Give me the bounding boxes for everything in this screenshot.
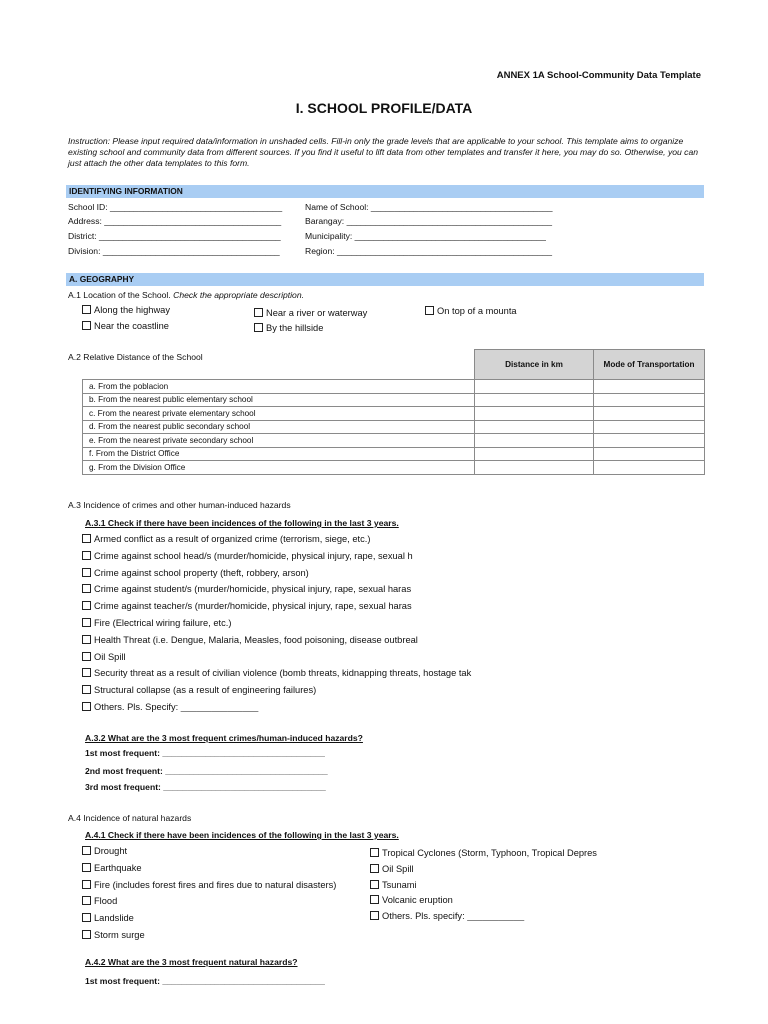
- checkbox[interactable]: [82, 702, 91, 711]
- checkbox[interactable]: [370, 911, 379, 920]
- checklist-item[interactable]: [82, 896, 372, 906]
- distance-cell[interactable]: [475, 407, 594, 421]
- checkbox[interactable]: [82, 668, 91, 677]
- checklist-item[interactable]: [370, 848, 618, 858]
- checkbox[interactable]: [82, 601, 91, 610]
- table-row: c. From the nearest private elementary school: [83, 407, 705, 421]
- a2-label: A.2 Relative Distance of the School: [68, 352, 203, 362]
- checklist-item-label: Crime against school head/s (murder/homicide, physical injury, rape, sexual h: [94, 550, 413, 561]
- mode-cell[interactable]: [594, 434, 705, 448]
- checklist-item-label: Crime against student/s (murder/homicide, physical injury, rape, sexual haras: [94, 584, 412, 595]
- checkbox[interactable]: [82, 685, 91, 694]
- mode-column-header: Mode of Transportation: [594, 350, 705, 380]
- checklist-item[interactable]: [82, 635, 506, 645]
- checkbox[interactable]: [370, 895, 379, 904]
- checkbox[interactable]: [425, 306, 434, 315]
- a31-label: A.3.1 Check if there have been incidences of the following in the last 3 years.: [85, 518, 399, 528]
- distance-cell[interactable]: [475, 380, 594, 394]
- annex-label: ANNEX 1A School-Community Data Template: [496, 70, 701, 81]
- location-option-river[interactable]: Near a river or waterway: [254, 308, 367, 318]
- checklist-item-label: Tropical Cyclones (Storm, Typhoon, Tropical Depres: [382, 848, 597, 858]
- checkbox[interactable]: [82, 863, 91, 872]
- geography-header: A. GEOGRAPHY: [66, 273, 704, 286]
- a1-hint: Check the appropriate description.: [173, 290, 305, 300]
- checklist-item-label: Storm surge: [94, 930, 145, 940]
- checkbox[interactable]: [82, 652, 91, 661]
- checklist-item[interactable]: [82, 863, 372, 873]
- a4-label: A.4 Incidence of natural hazards: [68, 813, 192, 823]
- table-row: g. From the Division Office: [83, 461, 705, 475]
- natural-freq-1[interactable]: 1st most frequent: __________________________________: [85, 976, 325, 986]
- a1-title: A.1 Location of the School.: [68, 290, 171, 300]
- checkbox[interactable]: [82, 930, 91, 939]
- table-row: b. From the nearest public elementary school: [83, 393, 705, 407]
- checklist-item-label: Volcanic eruption: [382, 895, 453, 906]
- checklist-item-label: Oil Spill: [382, 863, 414, 874]
- checkbox[interactable]: [82, 635, 91, 644]
- checklist-item-label: Tsunami: [382, 879, 417, 890]
- location-option-coastline[interactable]: Near the coastline: [82, 321, 169, 331]
- distance-column-header: Distance in km: [475, 350, 594, 380]
- checkbox[interactable]: [82, 618, 91, 627]
- municipality-field[interactable]: Municipality: ________________________________________: [305, 231, 546, 241]
- checklist-item[interactable]: [370, 880, 618, 890]
- checkbox[interactable]: [254, 323, 263, 332]
- identifying-header: IDENTIFYING INFORMATION: [66, 185, 704, 198]
- checklist-item[interactable]: [82, 685, 506, 695]
- checkbox[interactable]: [82, 568, 91, 577]
- checklist-item[interactable]: [82, 584, 506, 594]
- checkbox[interactable]: [82, 584, 91, 593]
- mode-cell[interactable]: [594, 380, 705, 394]
- checkbox[interactable]: [82, 896, 91, 905]
- checkbox[interactable]: [82, 880, 91, 889]
- checklist-item-label: Crime against school property (theft, robbery, arson): [94, 567, 309, 578]
- checklist-item[interactable]: [82, 534, 506, 544]
- checklist-item-label: Others. Pls. specify: ___________: [382, 911, 525, 922]
- checklist-item-label: Landslide: [94, 913, 134, 924]
- checklist-item[interactable]: [82, 702, 506, 712]
- checkbox[interactable]: [370, 880, 379, 889]
- checklist-item-label: Structural collapse (as a result of engineering failures): [94, 685, 317, 696]
- mode-cell[interactable]: [594, 393, 705, 407]
- checkbox[interactable]: [254, 308, 263, 317]
- school-name-field[interactable]: Name of School: ______________________________________: [305, 202, 553, 212]
- checklist-item[interactable]: [82, 652, 506, 662]
- table-row: f. From the District Office: [83, 447, 705, 461]
- location-option-highway[interactable]: Along the highway: [82, 305, 170, 315]
- checkbox[interactable]: [82, 913, 91, 922]
- mode-cell[interactable]: [594, 407, 705, 421]
- checklist-item[interactable]: [82, 913, 372, 923]
- checklist-item-label: Flood: [94, 896, 118, 907]
- barangay-field[interactable]: Barangay: ___________________________________________: [305, 216, 553, 226]
- checklist-item-label: Others. Pls. Specify: _______________: [94, 702, 259, 712]
- division-field[interactable]: Division: _____________________________________: [68, 246, 280, 256]
- distance-cell[interactable]: [475, 447, 594, 461]
- a41-label: A.4.1 Check if there have been incidences of the following in the last 3 years.: [85, 830, 399, 840]
- instruction-text: Instruction: Please input required data/information in unshaded cells. Fill-in only the grade levels that are applicable to your school. This template aims to organize existing school and community data from different sources. If you find it useful to lift data from other templates and transfer it here, you may do so. Otherwise, you can just attach the other data templates to this form.: [68, 136, 699, 168]
- school-id-field[interactable]: School ID: ____________________________________: [68, 202, 283, 212]
- checkbox[interactable]: [82, 551, 91, 560]
- checkbox[interactable]: [82, 321, 91, 330]
- checklist-item[interactable]: [82, 880, 372, 890]
- location-option-hillside[interactable]: By the hillside: [254, 323, 323, 333]
- a3-label: A.3 Incidence of crimes and other human-induced hazards: [68, 500, 291, 510]
- distance-cell[interactable]: [475, 393, 594, 407]
- checklist-item[interactable]: [370, 895, 618, 905]
- distance-cell[interactable]: [475, 434, 594, 448]
- checklist-item[interactable]: [370, 911, 618, 921]
- distance-cell[interactable]: [475, 461, 594, 475]
- table-row: a. From the poblacion: [83, 380, 705, 394]
- crime-freq-1[interactable]: 1st most frequent: __________________________________: [85, 748, 325, 758]
- checklist-item-label: Crime against teacher/s (murder/homicide, physical injury, rape, sexual haras: [94, 601, 412, 612]
- checklist-item-label: Security threat as a result of civilian violence (bomb threats, kidnapping threats, hostage tak: [94, 668, 472, 679]
- checkbox[interactable]: [370, 848, 379, 857]
- checklist-item-label: Earthquake: [94, 862, 142, 873]
- checklist-item[interactable]: [82, 568, 506, 578]
- location-option-mountain[interactable]: On top of a mounta: [425, 306, 523, 316]
- mode-cell[interactable]: [594, 420, 705, 434]
- checklist-item-label: Drought: [94, 846, 128, 856]
- mode-cell[interactable]: [594, 461, 705, 475]
- table-row: d. From the nearest public secondary school: [83, 420, 705, 434]
- distance-table: [82, 349, 705, 475]
- checklist-item-label: Fire (Electrical wiring failure, etc.): [94, 618, 232, 628]
- district-field[interactable]: District: ______________________________________: [68, 231, 281, 241]
- checkbox[interactable]: [370, 864, 379, 873]
- crime-freq-3[interactable]: 3rd most frequent: __________________________________: [85, 782, 326, 792]
- table-row: e. From the nearest private secondary school: [83, 434, 705, 448]
- checklist-item[interactable]: [82, 668, 506, 678]
- checklist-item[interactable]: [82, 846, 372, 856]
- distance-cell[interactable]: [475, 420, 594, 434]
- checklist-item[interactable]: [82, 601, 506, 611]
- checklist-item-label: Armed conflict as a result of organized crime (terrorism, siege, etc.): [94, 534, 371, 544]
- a32-label: A.3.2 What are the 3 most frequent crimes/human-induced hazards?: [85, 733, 363, 743]
- table-blank-cell: [83, 350, 475, 380]
- checklist-item-label: Health Threat (i.e. Dengue, Malaria, Measles, food poisoning, disease outbreal: [94, 634, 418, 645]
- checkbox[interactable]: [82, 534, 91, 543]
- checklist-item[interactable]: [82, 930, 372, 940]
- a1-label: [68, 290, 304, 300]
- checkbox[interactable]: [82, 305, 91, 314]
- checkbox[interactable]: [82, 846, 91, 855]
- checklist-item[interactable]: [370, 864, 618, 874]
- checklist-item[interactable]: [82, 618, 506, 628]
- page-title: I. SCHOOL PROFILE/DATA: [295, 100, 473, 116]
- checklist-item-label: Oil Spill: [94, 651, 126, 662]
- address-field[interactable]: Address: _____________________________________: [68, 216, 282, 226]
- mode-cell[interactable]: [594, 447, 705, 461]
- crime-freq-2[interactable]: 2nd most frequent: __________________________________: [85, 766, 328, 776]
- checklist-item[interactable]: [82, 551, 506, 561]
- a42-label: A.4.2 What are the 3 most frequent natural hazards?: [85, 957, 298, 967]
- region-field[interactable]: Region: _____________________________________________: [305, 246, 553, 256]
- checklist-item-label: Fire (includes forest fires and fires due to natural disasters): [94, 879, 337, 890]
